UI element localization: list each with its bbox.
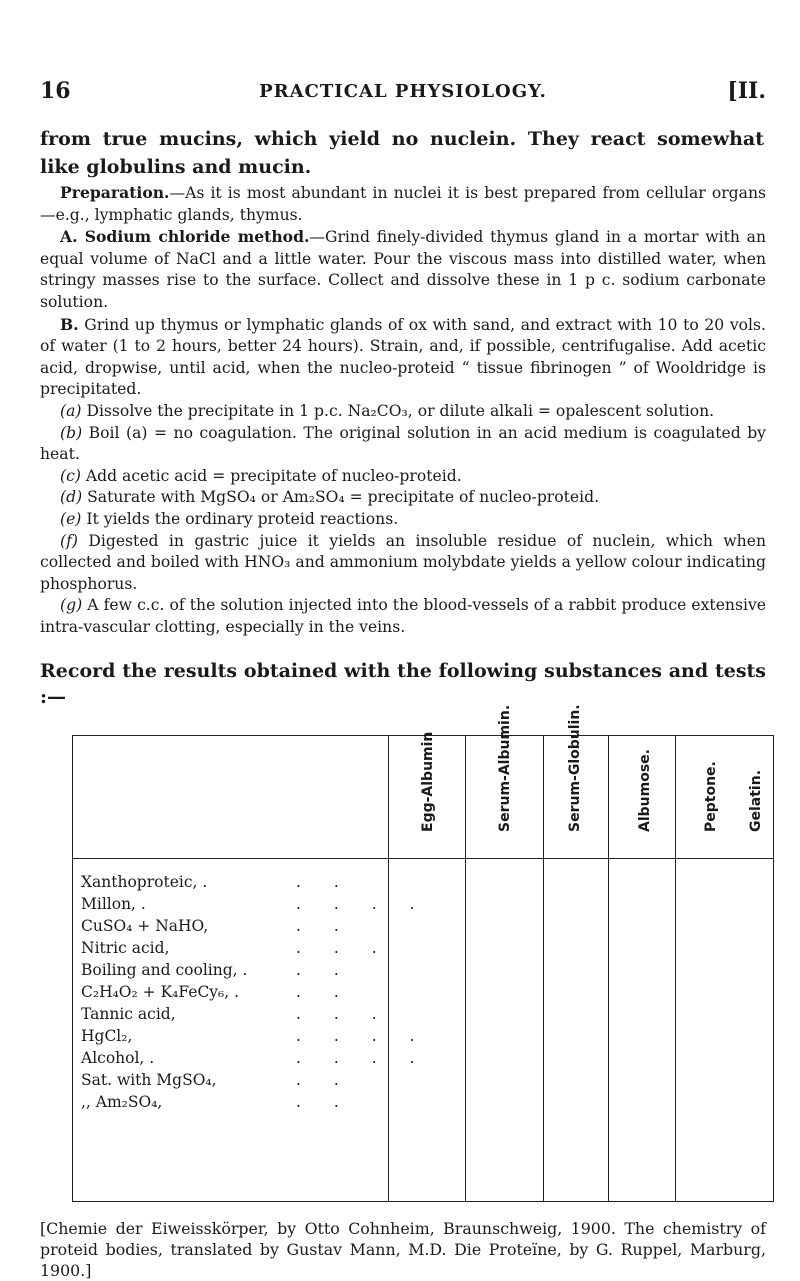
page-header	[40, 78, 766, 112]
column-header-serum-globulin: Serum-Globulin.	[567, 704, 583, 832]
method-a-label: A. Sodium chloride method.	[60, 227, 310, 247]
test-row: Alcohol, . . . . .	[81, 1049, 429, 1067]
test-list	[81, 871, 429, 1113]
references: [Chemie der Eiweisskörper, by Otto Cohnheim, Braunschweig, 1900. The chemistry of proteid bodies, translated by Gustav Mann, M.D. Die Proteïne, by G. Ruppel, Marburg, 1900.]	[40, 1219, 766, 1280]
column-header-gelatin: Gelatin.	[748, 769, 764, 832]
column-divider	[465, 736, 466, 1201]
method-b-label: B.	[60, 314, 79, 334]
column-header-egg-albumin: Egg-Albumin	[420, 731, 436, 832]
method-b-paragraph	[40, 314, 766, 401]
column-header-albumose: Albumose.	[637, 749, 653, 832]
test-row: C₂H₄O₂ + K₄FeCy₆, . . .	[81, 983, 353, 1001]
lead-paragraph: from true mucins, which yield no nuclein. They react somewhat like globulins and mucin.	[40, 128, 764, 178]
test-row: Sat. with MgSO₄, . .	[81, 1071, 353, 1089]
page-number: 16	[40, 78, 71, 104]
header-divider	[73, 858, 773, 859]
test-row: Boiling and cooling, . . .	[81, 961, 353, 979]
method-a-text: —Grind finely-divided thymus gland in a mortar with an equal volume of NaCl and a little water. Pour the viscous mass into distilled water, when stringy masses rise to the surface. Collect and dissolve these in 1 p c. sodium carbonate solution.	[40, 228, 766, 311]
preparation-label: Preparation.	[60, 183, 170, 202]
step-item: (e) It yields the ordinary proteid reactions.	[60, 509, 399, 528]
results-table	[72, 704, 774, 1202]
step-item: (g) A few c.c. of the solution injected into the blood-vessels of a rabbit produce extensive intra-vascular clotting, especially in the veins.	[40, 596, 766, 636]
step-item: (f) Digested in gastric juice it yields an insoluble residue of nuclein, which when collected and boiled with HNO₃ and ammonium molybdate yields a yellow colour indicating phosphorus.	[40, 531, 766, 593]
step-item: (d) Saturate with MgSO₄ or Am₂SO₄ = precipitate of nucleo-proteid.	[60, 488, 600, 507]
section-marker: [II.	[727, 78, 766, 104]
body-text	[40, 182, 766, 638]
test-row: Tannic acid, . . .	[81, 1005, 391, 1023]
test-row: Nitric acid, . . .	[81, 939, 391, 957]
test-row: Millon, . . . . .	[81, 895, 429, 913]
test-row: Xanthoproteic, . . .	[81, 873, 353, 891]
preparation-paragraph	[40, 182, 766, 226]
test-row: HgCl₂, . . . .	[81, 1027, 429, 1045]
test-row: ,, Am₂SO₄, . .	[81, 1093, 353, 1111]
test-row: CuSO₄ + NaHO, . .	[81, 917, 353, 935]
method-a-paragraph	[40, 226, 766, 313]
method-b-text: Grind up thymus or lymphatic glands of ox with sand, and extract with 10 to 20 vols. of water (1 to 2 hours, better 24 hours). Strain, and, if possible, centrifugalise. Add acetic acid, dropwise, until acid, when the nucleo-proteid “ tissue fibrinogen ” of Wooldridge is precipitated.	[40, 315, 766, 399]
step-item: (c) Add acetic acid = precipitate of nucleo-proteid.	[60, 466, 462, 485]
column-header-peptone: Peptone.	[703, 761, 719, 832]
step-item: (a) Dissolve the precipitate in 1 p.c. Na₂CO₃, or dilute alkali = opalescent solution.	[60, 401, 715, 420]
running-head: PRACTICAL PHYSIOLOGY.	[259, 81, 547, 102]
step-item: (b) Boil (a) = no coagulation. The original solution in an acid medium is coagulated by heat.	[40, 423, 766, 464]
preparation-text: —As it is most abundant in nuclei it is best prepared from cellular organs—e.g., lymphatic glands, thymus.	[40, 184, 766, 224]
record-heading: Record the results obtained with the following substances and tests :—	[40, 660, 766, 708]
column-divider	[388, 736, 389, 1201]
column-header-serum-albumin: Serum-Albumin.	[497, 704, 513, 832]
